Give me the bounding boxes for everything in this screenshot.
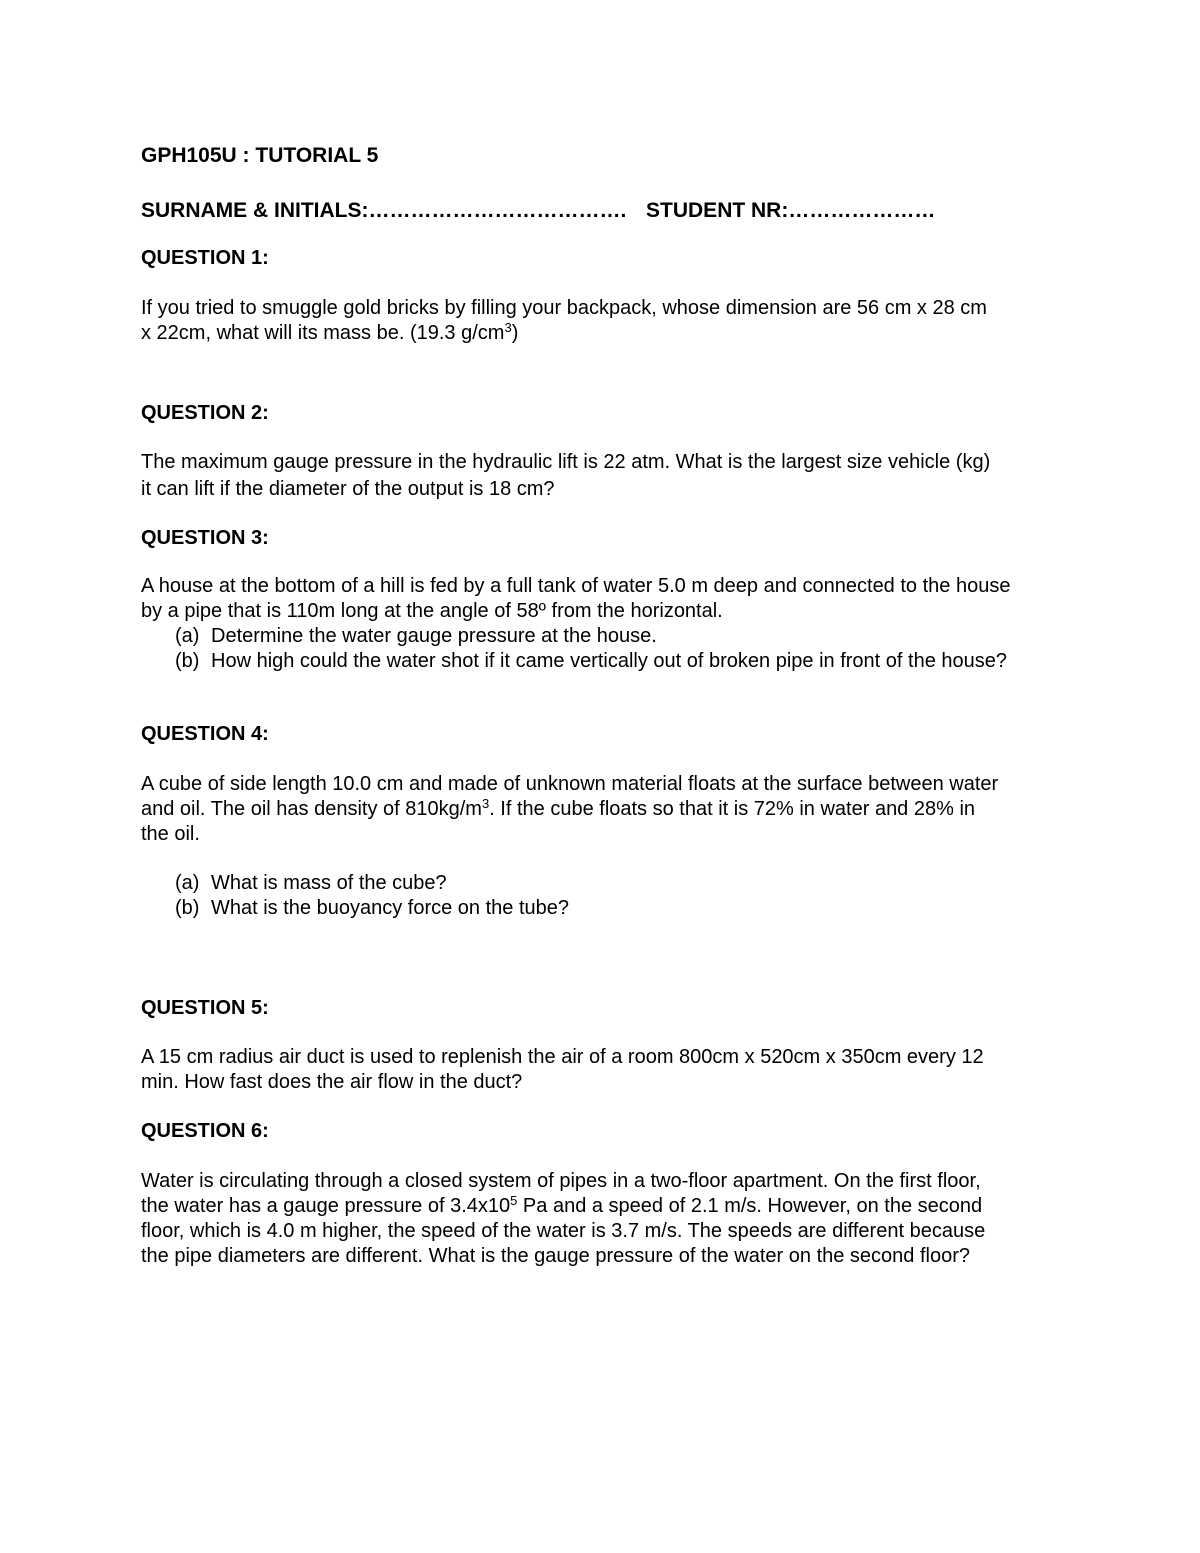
question-3-line-1: A house at the bottom of a hill is fed by a full tank of water 5.0 m deep and connected to the house [141, 575, 1011, 597]
question-2-line-1: The maximum gauge pressure in the hydraulic lift is 22 atm. What is the largest size vehicle (kg) [141, 451, 991, 473]
part-text: Determine the water gauge pressure at the house. [211, 625, 657, 647]
question-1-text [141, 296, 1061, 346]
question-6-line-2: the water has a gauge pressure of $3.4x10^5$ Pa and a speed of 2.1 m/s. However, on the second [141, 1193, 983, 1217]
question-2-heading: QUESTION 2: [141, 402, 269, 424]
question-5-line-1: A 15 cm radius air duct is used to replenish the air of a room 800cm x 520cm x 350cm every 12 [141, 1046, 984, 1068]
question-3-line-2: by a pipe that is 110m long at the angle of 58º from the horizontal. [141, 600, 723, 622]
question-5-heading: QUESTION 5: [141, 997, 269, 1019]
surname-initials-label: SURNAME & INITIALS:………………………………. [141, 199, 627, 222]
question-1-line-2: x 22cm, what will its mass be. (19.3 $g/cm^3$) [141, 320, 519, 344]
question-3-heading: QUESTION 3: [141, 527, 269, 549]
question-4-text [141, 772, 1061, 847]
student-number-label: STUDENT NR:………………… [646, 199, 936, 222]
question-1-line-1: If you tried to smuggle gold bricks by filling your backpack, whose dimension are 56 cm x 28 cm [141, 297, 987, 319]
question-4-heading: QUESTION 4: [141, 723, 269, 745]
superscript: 3 [481, 796, 490, 811]
page-title: GPH105U : TUTORIAL 5 [141, 144, 379, 167]
part-label: (b) [175, 897, 200, 919]
question-5-text [141, 1045, 1061, 1095]
superscript: 3 [504, 320, 512, 335]
question-4-line-2: and oil. The oil has density of $810kg/m^3$. If the cube floats so that it is 72% in water and 28% in [141, 796, 976, 820]
part-text: How high could the water shot if it came vertically out of broken pipe in front of the house? [211, 650, 1007, 672]
part-text: What is the buoyancy force on the tube? [211, 897, 569, 919]
part-label: (a) [175, 872, 200, 894]
question-1-heading: QUESTION 1: [141, 247, 269, 269]
question-4-line-1: A cube of side length 10.0 cm and made of unknown material floats at the surface between water [141, 773, 999, 795]
part-text: What is mass of the cube? [211, 872, 447, 894]
question-2-line-2: it can lift if the diameter of the output is 18 cm? [141, 478, 555, 500]
question-3-text [141, 574, 1061, 624]
student-details-line [141, 198, 1141, 223]
question-4-line-3: the oil. [141, 823, 200, 845]
part-label: (b) [175, 650, 200, 672]
question-4-part-a [175, 871, 1075, 896]
part-label: (a) [175, 625, 200, 647]
question-4-part-b [175, 896, 1075, 921]
question-6-heading: QUESTION 6: [141, 1120, 269, 1142]
superscript: 5 [510, 1193, 518, 1208]
question-6-line-1: Water is circulating through a closed system of pipes in a two-floor apartment. On the first floor, [141, 1170, 981, 1192]
question-6-text [141, 1169, 1061, 1269]
question-3-part-b [175, 649, 1075, 674]
question-6-line-3: floor, which is 4.0 m higher, the speed of the water is 3.7 m/s. The speeds are different because [141, 1220, 986, 1242]
question-2-text [141, 450, 1061, 502]
question-3-part-a [175, 624, 1075, 649]
question-6-line-4: the pipe diameters are different. What is the gauge pressure of the water on the second floor? [141, 1245, 971, 1267]
question-5-line-2: min. How fast does the air flow in the duct? [141, 1071, 523, 1093]
